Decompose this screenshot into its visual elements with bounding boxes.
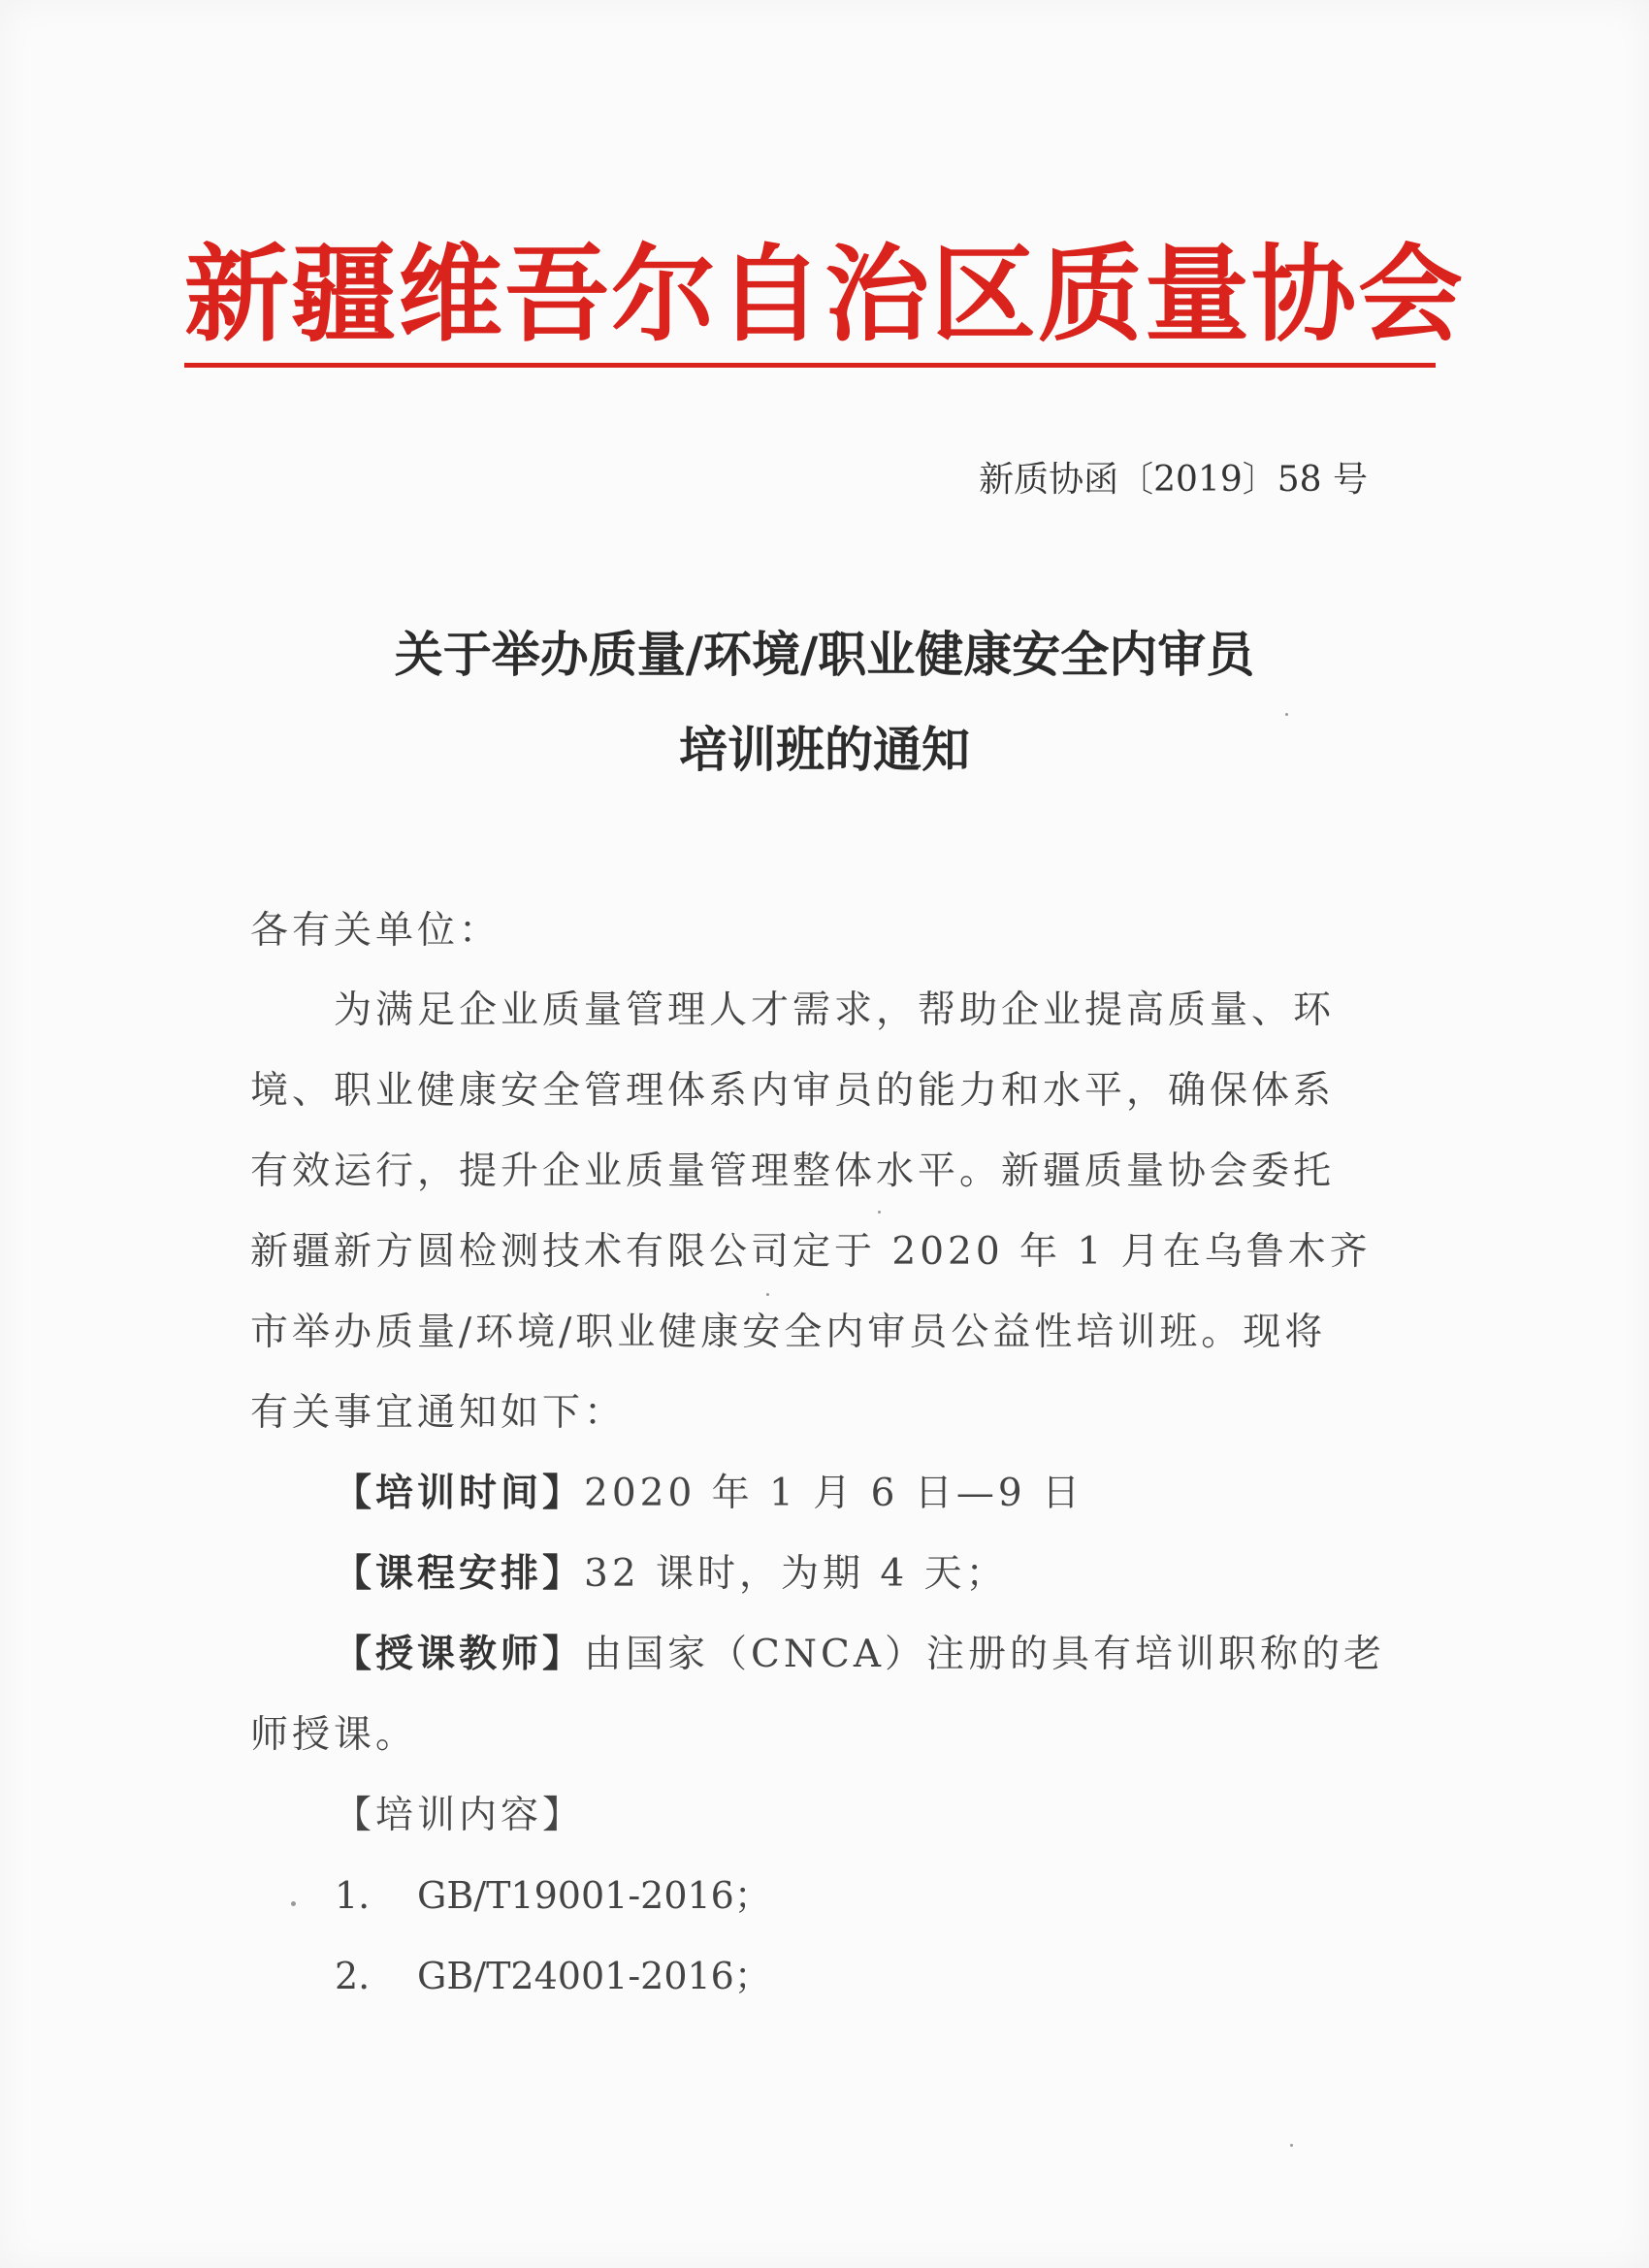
paragraph-line: 有效运行，提升企业质量管理整体水平。新疆质量协会委托: [250, 1150, 1336, 1193]
scan-speck: [1285, 713, 1288, 716]
paragraph-line: 为满足企业质量管理人才需求，帮助企业提高质量、环: [334, 988, 1336, 1032]
paragraph-line: 境、职业健康安全管理体系内审员的能力和水平，确保体系: [250, 1069, 1336, 1113]
paragraph-line: 市举办质量/环境/职业健康安全内审员公益性培训班。现将: [250, 1311, 1327, 1354]
content-item-text: GB/T24001-2016；: [417, 1955, 771, 1997]
training-time-value: 2020 年 1 月 6 日—9 日: [584, 1472, 1084, 1515]
training-time-label: 【培训时间】: [334, 1471, 585, 1515]
letterhead-title: 新疆维吾尔自治区质量协会: [183, 234, 1465, 356]
notice-title-line-1: 关于举办质量/环境/职业健康安全内审员: [394, 626, 1255, 683]
content-item: [335, 1955, 771, 1997]
training-time-row: [334, 1471, 1084, 1515]
salutation: 各有关单位：: [250, 909, 501, 953]
instructor-value-cont: 师授课。: [250, 1713, 418, 1757]
scan-speck: [766, 1293, 769, 1296]
content-item-number: 2.: [335, 1955, 371, 1997]
course-schedule-row: [334, 1551, 1008, 1596]
content-item: [335, 1874, 771, 1917]
training-content-label: 【培训内容】: [334, 1794, 585, 1837]
scan-speck: [878, 1211, 881, 1214]
instructor-row: [334, 1632, 1385, 1676]
scan-speck: [291, 1901, 296, 1906]
paragraph-line: 有关事宜通知如下：: [250, 1391, 627, 1435]
document-number: 新质协函〔2019〕58 号: [979, 460, 1368, 500]
course-schedule-label: 【课程安排】: [334, 1551, 585, 1596]
content-item-text: GB/T19001-2016；: [417, 1874, 771, 1917]
course-schedule-value: 32 课时，为期 4 天；: [584, 1552, 1008, 1596]
scan-speck: [1290, 2144, 1293, 2147]
content-item-number: 1.: [335, 1874, 371, 1917]
letterhead-red-rule: [184, 363, 1436, 368]
notice-title-line-2: 培训班的通知: [679, 721, 970, 778]
instructor-value: 由国家（CNCA）注册的具有培训职称的老: [584, 1633, 1385, 1676]
paragraph-line: 新疆新方圆检测技术有限公司定于 2020 年 1 月在乌鲁木齐: [250, 1230, 1372, 1274]
instructor-label: 【授课教师】: [334, 1632, 585, 1676]
